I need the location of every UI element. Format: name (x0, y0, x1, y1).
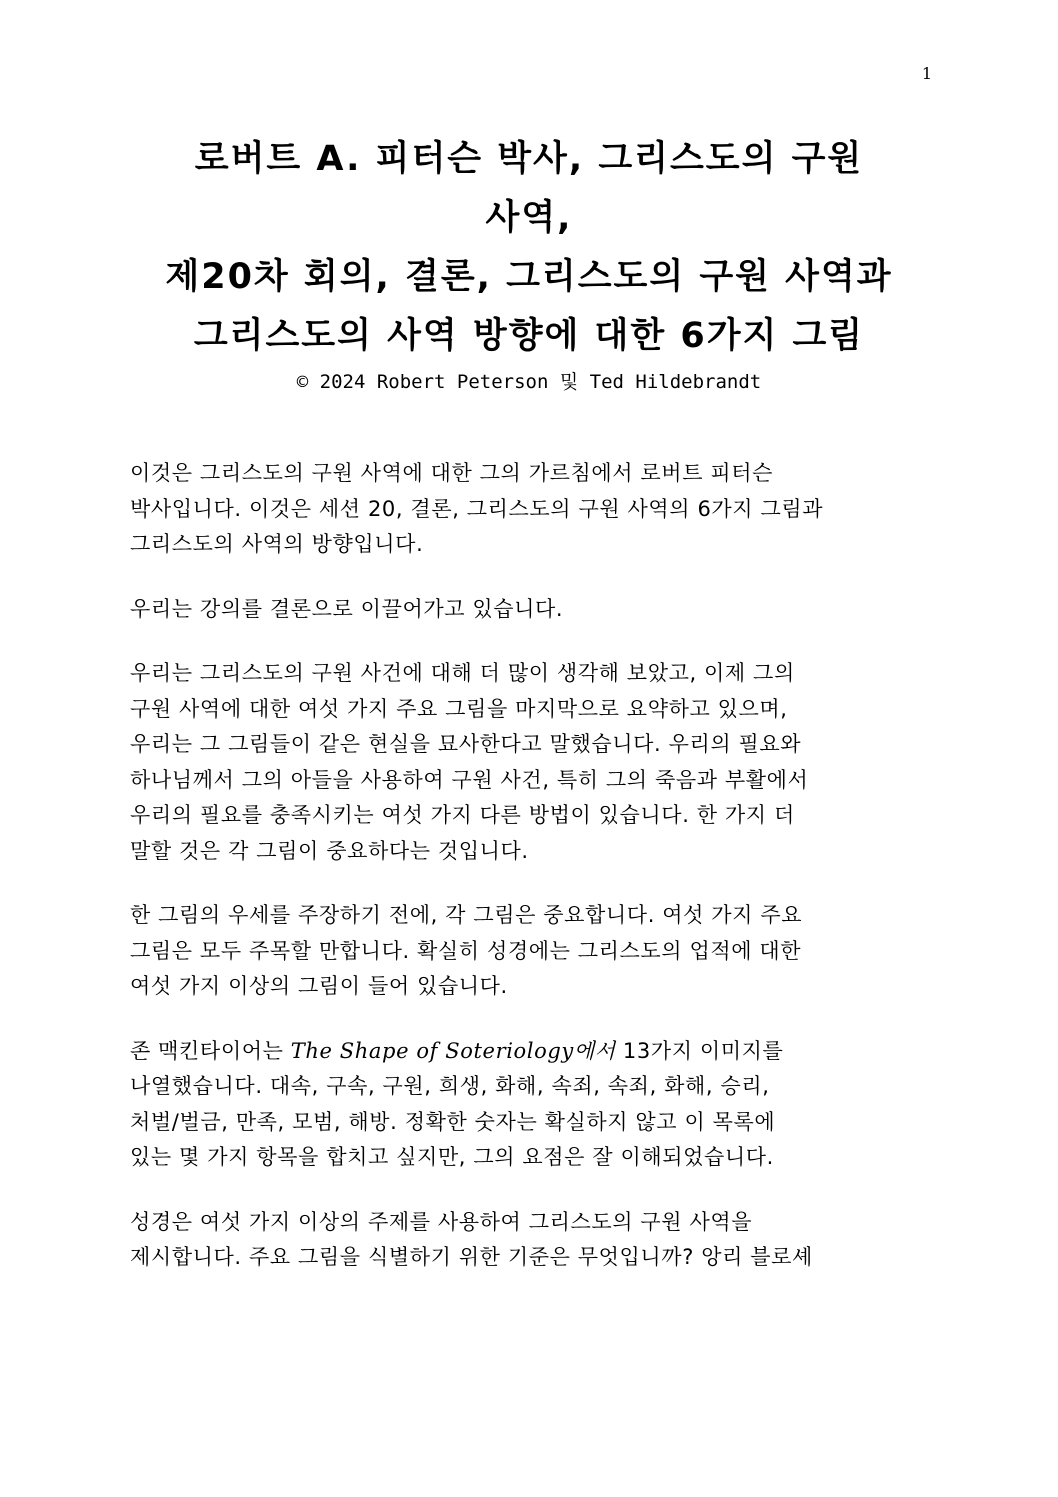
text-line: 처벌/벌금, 만족, 모범, 해방. 정확한 숫자는 확실하지 않고 이 목록에 (130, 1109, 776, 1134)
text-line: 우리의 필요를 충족시키는 여섯 가지 다른 방법이 있습니다. 한 가지 더 (130, 803, 795, 827)
document-body (130, 456, 950, 1305)
text-line: 여섯 가지 이상의 그림이 들어 있습니다. (130, 974, 508, 998)
title-line: 로버트 A. 피터슨 박사, 그리스도의 구원 (194, 139, 864, 179)
text-segment: 존 맥킨타이어는 (130, 1038, 291, 1063)
text-line: 있는 몇 가지 항목을 합치고 싶지만, 그의 요점은 잘 이해되었습니다. (130, 1145, 774, 1169)
paragraph-conclusion-lead (130, 592, 950, 628)
paragraph-six-pictures (130, 656, 950, 869)
page-number: 1 (921, 64, 932, 83)
title-line: 그리스도의 사역 방향에 대한 6가지 그림 (193, 316, 865, 356)
text-line: 한 그림의 우세를 주장하기 전에, 각 그림은 중요합니다. 여섯 가지 주요 (130, 903, 803, 927)
text-line: 그림은 모두 주목할 만합니다. 확실히 성경에는 그리스도의 업적에 대한 (130, 938, 802, 963)
paragraph-intro (130, 456, 950, 563)
paragraph-criteria (130, 1205, 950, 1276)
text-line: 우리는 그 그림들이 같은 현실을 묘사한다고 말했습니다. 우리의 필요와 (130, 732, 802, 756)
text-line (130, 1034, 950, 1070)
text-line: 구원 사역에 대한 여섯 가지 주요 그림을 마지막으로 요약하고 있으며, (130, 696, 788, 721)
text-segment: 13가지 이미지를 (615, 1038, 784, 1063)
text-line: 성경은 여섯 가지 이상의 주제를 사용하여 그리스도의 구원 사역을 (130, 1209, 753, 1234)
text-line: 이것은 그리스도의 구원 사역에 대한 그의 가르침에서 로버트 피터슨 (130, 461, 774, 485)
copyright-notice: © 2024 Robert Peterson 및 Ted Hildebrandt (296, 371, 762, 393)
title-line: 사역, (485, 198, 573, 238)
text-line: 그리스도의 사역의 방향입니다. (130, 532, 424, 556)
text-line: 나열했습니다. 대속, 구속, 구원, 희생, 화해, 속죄, 속죄, 화해, 승리, (130, 1074, 770, 1098)
text-line: 우리는 강의를 결론으로 이끌어가고 있습니다. (130, 596, 564, 621)
paragraph-mcintyre (130, 1034, 950, 1176)
title-line: 제20차 회의, 결론, 그리스도의 구원 사역과 (165, 257, 893, 297)
document-title (100, 130, 958, 395)
text-line: 우리는 그리스도의 구원 사건에 대해 더 많이 생각해 보았고, 이제 그의 (130, 661, 795, 685)
book-title: The Shape of Soteriology에서 (290, 1038, 616, 1063)
text-line: 제시합니다. 주요 그림을 식별하기 위한 기준은 무엇입니까? 앙리 블로셰 (130, 1245, 813, 1269)
text-line: 하나님께서 그의 아들을 사용하여 구원 사건, 특히 그의 죽음과 부활에서 (130, 767, 809, 792)
text-line: 박사입니다. 이것은 세션 20, 결론, 그리스도의 구원 사역의 6가지 그림과 (130, 496, 824, 521)
paragraph-each-picture-important (130, 898, 950, 1005)
text-line: 말할 것은 각 그림이 중요하다는 것입니다. (130, 838, 529, 863)
